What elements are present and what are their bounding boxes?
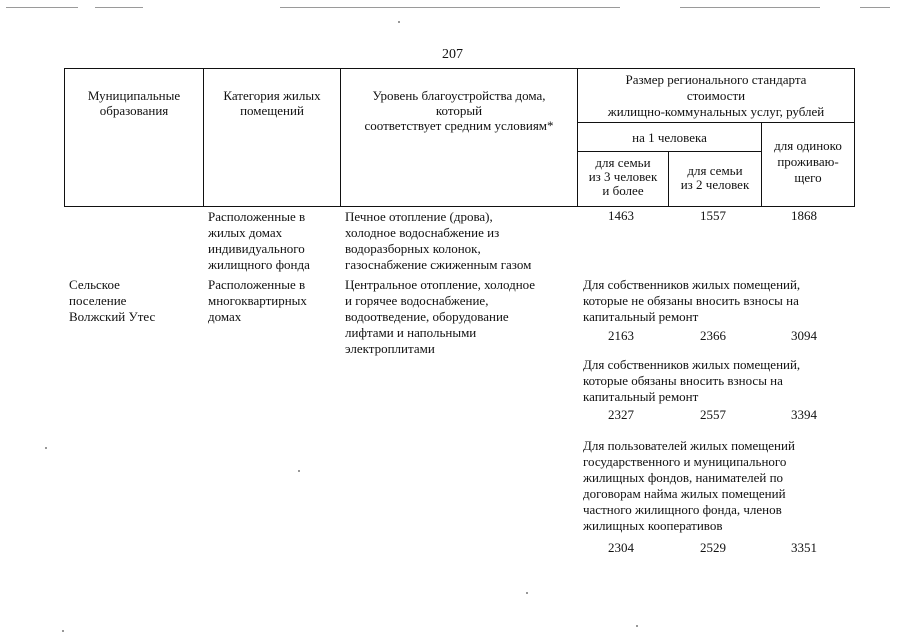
table-border	[64, 68, 855, 69]
group1-value-family3: 2163	[608, 328, 634, 343]
row1-level: Печное отопление (дрова), холодное водоснабжение из водоразборных колонок, газоснабжение сжиженным газом	[345, 209, 532, 272]
header-standard: Размер регионального стандарта стоимости жилищно-коммунальных услуг, рублей	[607, 72, 825, 119]
scan-line	[95, 7, 143, 8]
municipality-name: Сельское поселение Волжский Утес	[69, 277, 156, 324]
scan-speck	[526, 592, 528, 594]
header-per-person: на 1 человека	[632, 130, 707, 145]
row1-value-single: 1868	[791, 208, 817, 223]
header-category: Категория жилых помещений	[223, 88, 321, 118]
group2-value-family2: 2557	[700, 407, 726, 422]
group2-value-family3: 2327	[608, 407, 634, 422]
scan-speck	[298, 470, 300, 472]
group1-value-single: 3094	[791, 328, 817, 343]
group2-value-single: 3394	[791, 407, 817, 422]
group3-value-family3: 2304	[608, 540, 634, 555]
group1-label: Для собственников жилых помещений, которые не обязаны вносить взносы на капитальный ремонт	[583, 277, 801, 324]
header-family-3: для семьи из 3 человек и более	[588, 155, 658, 198]
page-number: 207	[442, 47, 463, 62]
table-border	[64, 206, 855, 207]
row2-level: Центральное отопление, холодное и горячее водоснабжение, водоотведение, оборудование лифтами и напольными электроплитами	[345, 277, 536, 356]
table-border	[577, 122, 855, 123]
row1-value-family2: 1557	[700, 208, 726, 223]
row1-value-family3: 1463	[608, 208, 634, 223]
header-single: для одиноко проживаю- щего	[774, 138, 842, 185]
group3-value-family2: 2529	[700, 540, 726, 555]
group3-label: Для пользователей жилых помещений государственного и муниципального жилищных фондов, нанимателей по договорам найма жилых помещений частного жилищного фонда, членов жилищных кооперативов	[583, 438, 795, 533]
header-family-2: для семьи из 2 человек	[680, 163, 750, 192]
group1-value-family2: 2366	[700, 328, 726, 343]
row2-category: Расположенные в многоквартирных домах	[208, 277, 307, 324]
scan-speck	[398, 21, 400, 23]
group2-label: Для собственников жилых помещений, которые обязаны вносить взносы на капитальный ремонт	[583, 357, 801, 404]
scan-speck	[45, 447, 47, 449]
row1-category: Расположенные в жилых домах индивидуального жилищного фонда	[208, 209, 310, 272]
scan-line	[280, 7, 620, 8]
header-level: Уровень благоустройства дома, который соответствует средним условиям*	[364, 88, 554, 133]
header-municipality: Муниципальные образования	[87, 88, 181, 118]
scan-line	[6, 7, 78, 8]
scan-line	[680, 7, 820, 8]
scan-speck	[636, 625, 638, 627]
table-border	[577, 151, 762, 152]
group3-value-single: 3351	[791, 540, 817, 555]
table-border	[854, 68, 855, 207]
scan-speck	[62, 630, 64, 632]
scan-line	[860, 7, 890, 8]
